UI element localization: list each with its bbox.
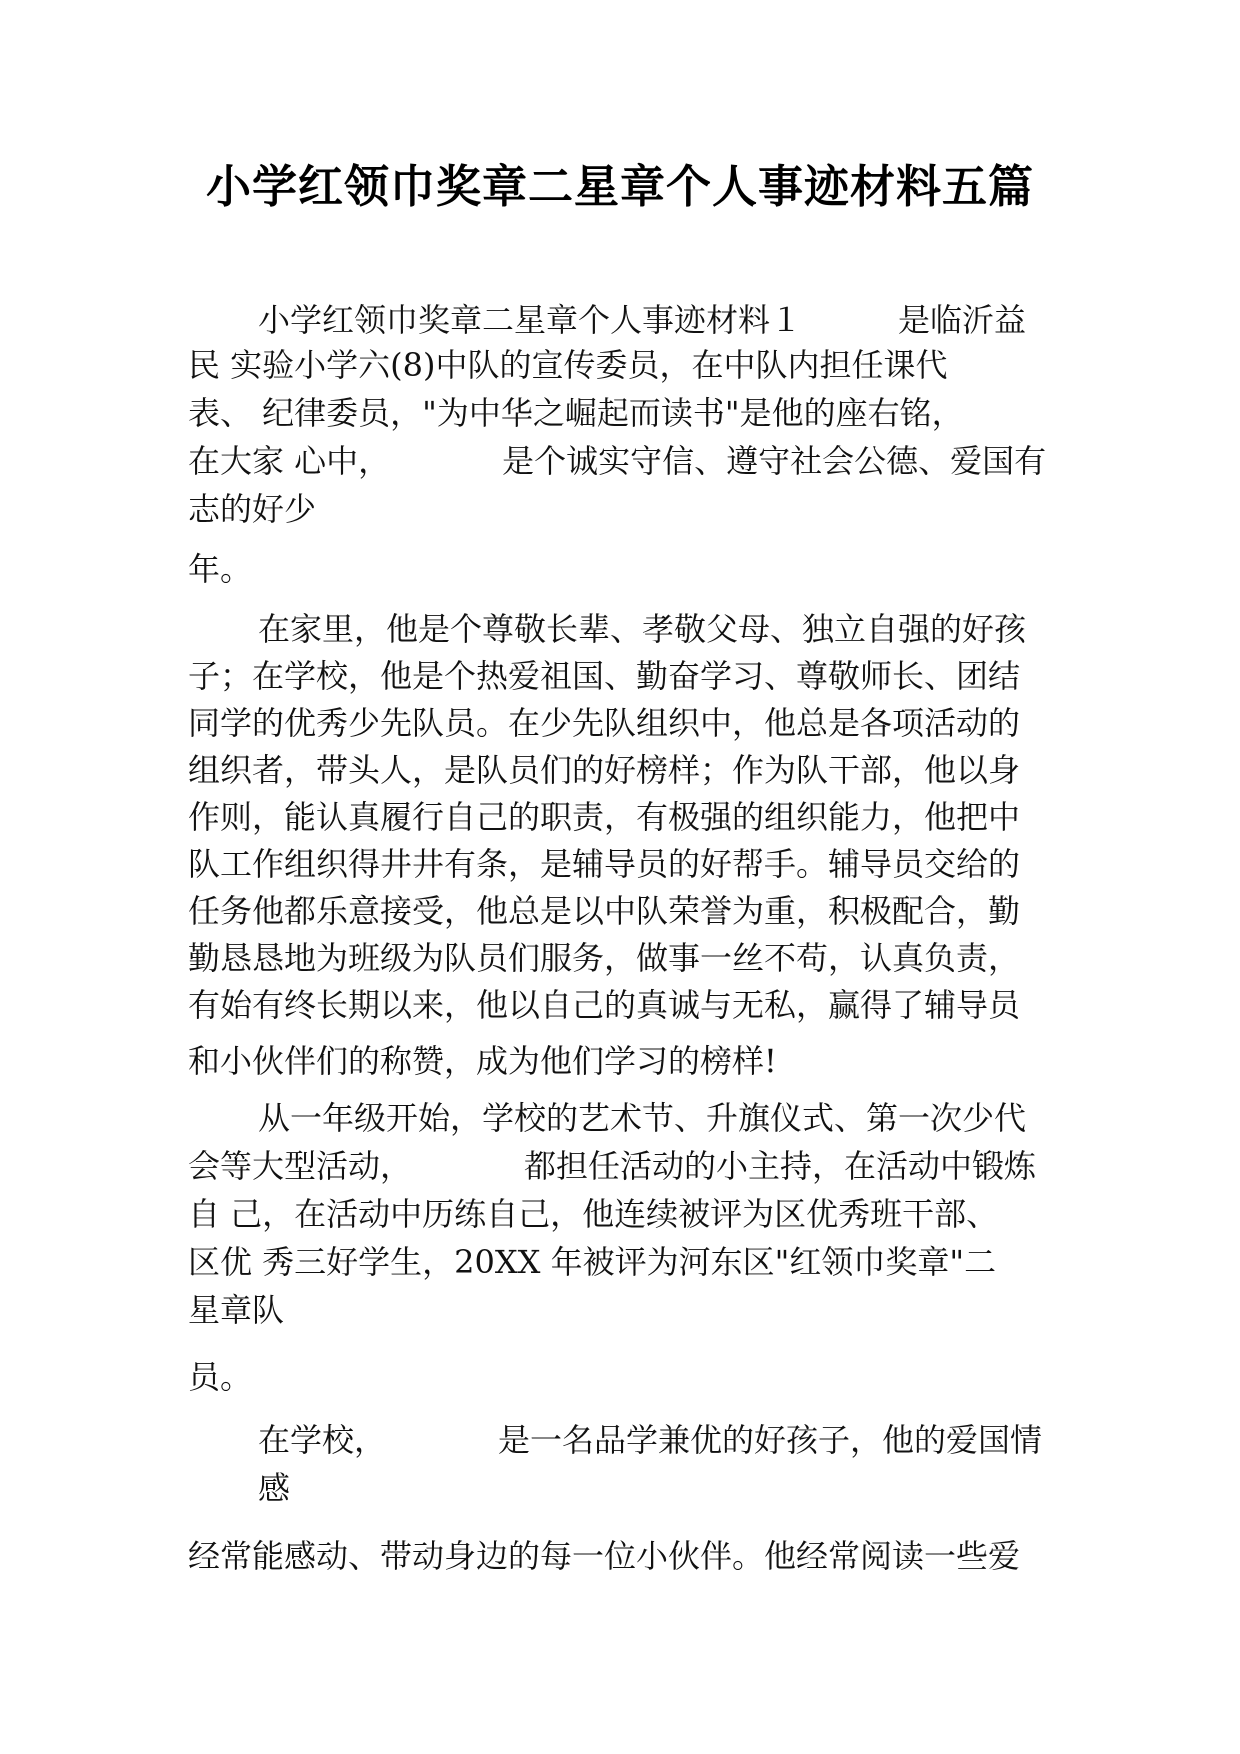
text-line: 表、 纪律委员，"为中华之崛起而读书"是他的座右铭， bbox=[188, 394, 964, 432]
text-line: 在家里，他是个尊敬长辈、孝敬父母、独立自强的好孩 bbox=[258, 610, 1027, 648]
text-line: 和小伙伴们的称赞，成为他们学习的榜样! bbox=[188, 1042, 777, 1080]
text-line: 民 实验小学六(8)中队的宣传委员，在中队内担任课代 bbox=[188, 346, 948, 384]
text-line: 自 己，在活动中历练自己，他连续被评为区优秀班干部、 bbox=[188, 1195, 999, 1233]
text-line: 队工作组织得井井有条，是辅导员的好帮手。辅导员交给的 bbox=[188, 845, 1021, 883]
text-line: 作则，能认真履行自己的职责，有极强的组织能力，他把中 bbox=[188, 798, 1021, 836]
text-line: 志的好少 bbox=[188, 490, 317, 528]
text-line: 小学红领巾奖章二星章个人事迹材料１ 是临沂益 bbox=[258, 301, 1027, 339]
text-line: 组织者，带头人，是队员们的好榜样；作为队干部，他以身 bbox=[188, 751, 1021, 789]
text-line: 员。 bbox=[188, 1358, 253, 1396]
text-line: 任务他都乐意接受，他总是以中队荣誉为重，积极配合，勤 bbox=[188, 892, 1021, 930]
text-line: 有始有终长期以来，他以自己的真诚与无私，赢得了辅导员 bbox=[188, 986, 1021, 1024]
text-line: 从一年级开始，学校的艺术节、升旗仪式、第一次少代 bbox=[258, 1099, 1027, 1137]
text-line: 星章队 bbox=[188, 1291, 285, 1329]
text-line: 在大家 心中， 是个诚实守信、遵守社会公德、爱国有 bbox=[188, 442, 1047, 480]
text-line: 在学校， 是一名品学兼优的好孩子，他的爱国情 bbox=[258, 1421, 1043, 1459]
text-line: 感 bbox=[258, 1469, 291, 1507]
text-line: 同学的优秀少先队员。在少先队组织中，他总是各项活动的 bbox=[188, 704, 1021, 742]
text-line: 经常能感动、带动身边的每一位小伙伴。他经常阅读一些爱 bbox=[188, 1537, 1021, 1575]
document-title: 小学红领巾奖章二星章个人事迹材料五篇 bbox=[205, 160, 1034, 213]
text-line: 勤恳恳地为班级为队员们服务，做事一丝不苟，认真负责， bbox=[188, 939, 1021, 977]
text-line: 子；在学校，他是个热爱祖国、勤奋学习、尊敬师长、团结 bbox=[188, 657, 1021, 695]
text-line: 会等大型活动， 都担任活动的小主持，在活动中锻炼 bbox=[188, 1147, 1037, 1185]
text-line: 年。 bbox=[188, 550, 253, 588]
text-line: 区优 秀三好学生，20XX 年被评为河东区"红领巾奖章"二 bbox=[188, 1243, 997, 1281]
